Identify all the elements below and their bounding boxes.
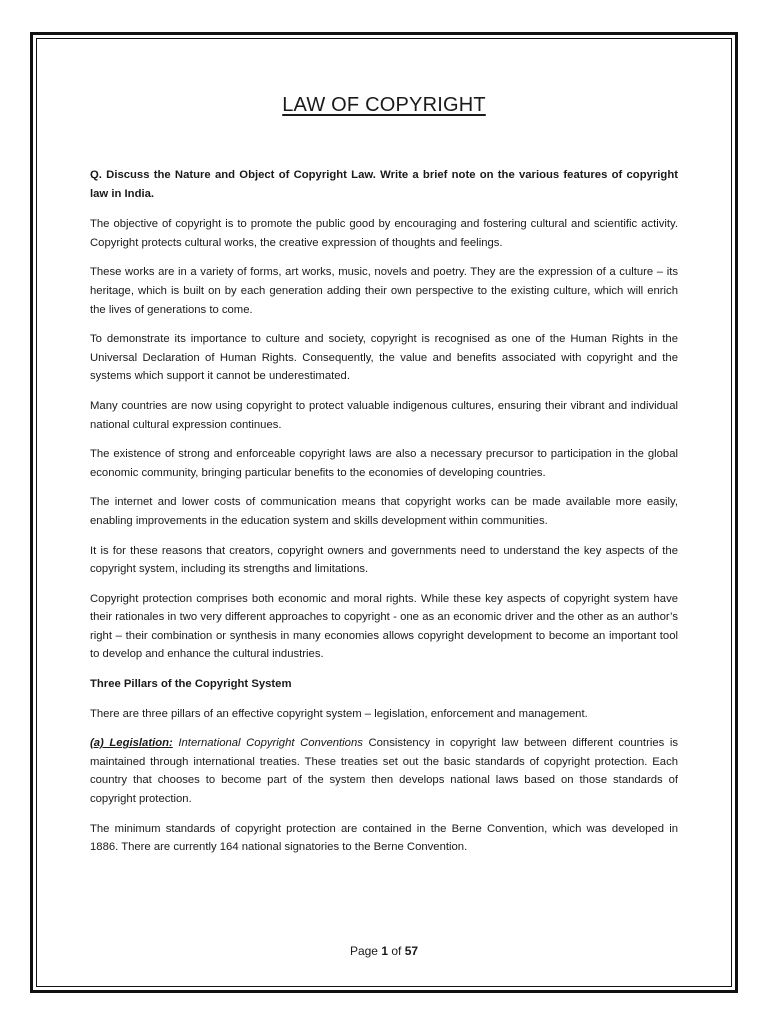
footer-of-word: of <box>391 944 402 958</box>
footer-total-pages: 57 <box>404 944 419 958</box>
paragraph-3: To demonstrate its importance to culture and society, copyright is recognised as one of the Human Rights in the Universal Declaration of Human Rights. Consequently, the value and benefits associated with copyright and the systems which support it cannot be underestimated. <box>90 333 678 383</box>
pillars-intro: There are three pillars of an effective copyright system – legislation, enforcement and management. <box>90 707 588 720</box>
legislation-paragraph <box>90 734 678 808</box>
legislation-subtitle: International Copyright Conventions <box>178 737 363 750</box>
berne-paragraph: The minimum standards of copyright protection are contained in the Berne Convention, which was developed in 1886. There are currently 164 national signatories to the Berne Convention. <box>90 822 678 854</box>
legislation-text: Consistency in copyright law between different countries is maintained through international treaties. These treaties set out the basic standards of copyright protection. Each country that chooses to become part of the system then develops national laws based on those standards of copyright protection. <box>90 737 679 806</box>
footer-page-number: 1 <box>381 944 388 958</box>
page-footer <box>0 944 768 958</box>
section-heading-pillars: Three Pillars of the Copyright System <box>90 678 292 691</box>
paragraph-1: The objective of copyright is to promote the public good by encouraging and fostering cultural and scientific activity. Copyright protects cultural works, the creative expression of thoughts and feelings. <box>90 218 678 249</box>
footer-page-word: Page <box>349 944 378 958</box>
paragraph-6: The internet and lower costs of communication means that copyright works can be made available more easily, enabling improvements in the education system and skills development within communities. <box>90 496 678 527</box>
paragraph-5: The existence of strong and enforceable copyright laws are also a necessary precursor to participation in the global economic community, bringing particular benefits to the economies of developing countries. <box>90 448 678 479</box>
question-heading: Q. Discuss the Nature and Object of Copyright Law. Write a brief note on the various features of copyright law in India. <box>90 169 678 200</box>
document-body <box>90 166 678 868</box>
paragraph-8: Copyright protection comprises both economic and moral rights. While these key aspects of copyright system have their rationales in two very different approaches to copyright - one as an economic driver and the other as an author’s right – their combination or synthesis in many economies allows copyright development to become an important tool to develop and enhance the cultural industries. <box>90 592 678 661</box>
paragraph-2: These works are in a variety of forms, art works, music, novels and poetry. They are the expression of a culture – its heritage, which is built on by each generation adding their own perspective to the existing culture, which will enrich the lives of generations to come. <box>90 266 678 316</box>
legislation-label: (a) Legislation: <box>90 737 173 750</box>
paragraph-4: Many countries are now using copyright to protect valuable indigenous cultures, ensuring their vibrant and individual national cultural expression continues. <box>90 399 678 431</box>
page-title: LAW OF COPYRIGHT <box>282 94 486 116</box>
paragraph-7: It is for these reasons that creators, copyright owners and governments need to understand the key aspects of the copyright system, including its strengths and limitations. <box>90 544 678 576</box>
